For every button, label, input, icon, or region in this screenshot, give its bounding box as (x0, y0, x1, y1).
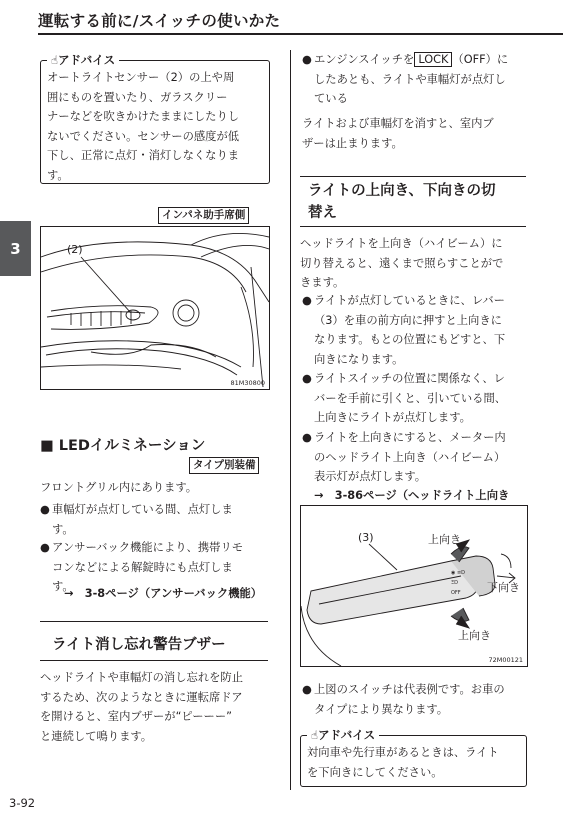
beam-bullet-1: ● ライトが点灯しているときに、レバー （3）を車の前方向に押すと上向きに なります。もとの位置にもどすと、下 向きになります。 (302, 294, 506, 366)
beam-reference-link[interactable]: → 3-86ページ（ヘッドライト上向き (314, 489, 510, 502)
page-number: 3-92 (9, 796, 36, 810)
buzzer-title-rule-bottom (40, 660, 268, 661)
figure-code: 81M30800 (230, 379, 265, 387)
column-divider (290, 50, 291, 790)
advice-label-2: ☝アドバイス (307, 727, 379, 743)
chapter-tab-label: 3 (10, 239, 21, 258)
led-reference-link[interactable]: → 3-8ページ（アンサーバック機能） (64, 587, 263, 600)
svg-text:OFF: OFF (451, 590, 461, 596)
lock-bullet: ● エンジンスイッチを LOCK （OFF）に したあとも、ライトや車幅灯が点灯し ている (302, 53, 509, 105)
led-bullet-1: ● 車幅灯が点灯している間、点灯しま す。 (40, 503, 233, 536)
advice-text: オートライトセンサー（2）の上や周 囲にものを置いたり、ガラスクリー ナーなどを吹きかけたままにしたりし ないでください。センサーの感度が低 下し、正常に点灯・消灯しなくなりま す。 (47, 71, 240, 182)
led-intro: フロントグリル内にあります。 (40, 481, 198, 494)
beam-intro: ヘッドライトを上向き（ハイビーム）に 切り替えると、遠くまで照らすことがで きます。 (300, 237, 504, 289)
beam-title-rule-bottom (300, 226, 526, 227)
advice-text-2: 対向車や先行車があるときは、ライト を下向きにしてください。 (307, 746, 499, 779)
lock-key-label: LOCK (414, 52, 452, 67)
buzzer-body: ヘッドライトや車幅灯の消し忘れを防止 するため、次のようなときに運転席ドア を開けると、室内ブザーが“ピーーー” と連続して鳴ります。 (40, 671, 244, 743)
figure-headlight-lever (300, 505, 528, 667)
beam-bullet-3: ● ライトを上向きにすると、メーター内 のヘッドライト上向き（ハイビーム） 表示灯が点灯します。 (302, 431, 506, 483)
svg-text:ΞD: ΞD (451, 580, 459, 586)
figure-code-2: 72M00121 (488, 656, 523, 664)
beam-section-title: ライトの上向き、下向きの切 替え (308, 183, 496, 221)
figure-auto-light-sensor (40, 226, 270, 390)
advice-box-oncoming (300, 728, 527, 787)
beam-bullet-2: ● ライトスイッチの位置に関係なく、レ バーを手前に引くと、引いている間、 上向きにライトが点灯します。 (302, 372, 507, 424)
buzzer-title-rule-top (40, 621, 268, 622)
led-bullet-2: ● アンサーバック機能により、携帯リモ コンなどによる解錠時にも点灯しま す。 (40, 541, 244, 593)
section-header-title: 運転する前に/スイッチの使いかた (38, 12, 281, 30)
svg-text:◉ ≡D: ◉ ≡D (451, 570, 465, 576)
led-type-tag: タイプ別装備 (189, 457, 259, 474)
header-rule (38, 33, 563, 35)
label-up: 上向き (428, 533, 461, 546)
chapter-tab (0, 221, 31, 276)
label-down: 下向き (487, 581, 520, 594)
hand-point-icon: ☝ (51, 53, 59, 67)
figure-tag-dash-passenger: インパネ助手席側 (158, 207, 249, 224)
figure-callout-2: (2) (67, 243, 83, 256)
beam-title-rule-top (300, 176, 526, 177)
buzzer-stop-text: ライトおよび車幅灯を消すと、室内ブ ザーは止まります。 (302, 117, 494, 150)
hand-point-icon-2: ☝ (311, 728, 319, 742)
buzzer-section-title: ライト消し忘れ警告ブザー (52, 637, 226, 653)
switch-note-bullet: ● 上図のスイッチは代表例です。お車の タイプにより異なります。 (302, 683, 505, 716)
led-section-title: ■ LEDイルミネーション (40, 438, 206, 454)
advice-box-sensor (40, 53, 270, 184)
advice-label: ☝アドバイス (47, 52, 119, 68)
figure-callout-3: (3) (358, 531, 374, 544)
label-up-2: 上向き (458, 629, 491, 642)
